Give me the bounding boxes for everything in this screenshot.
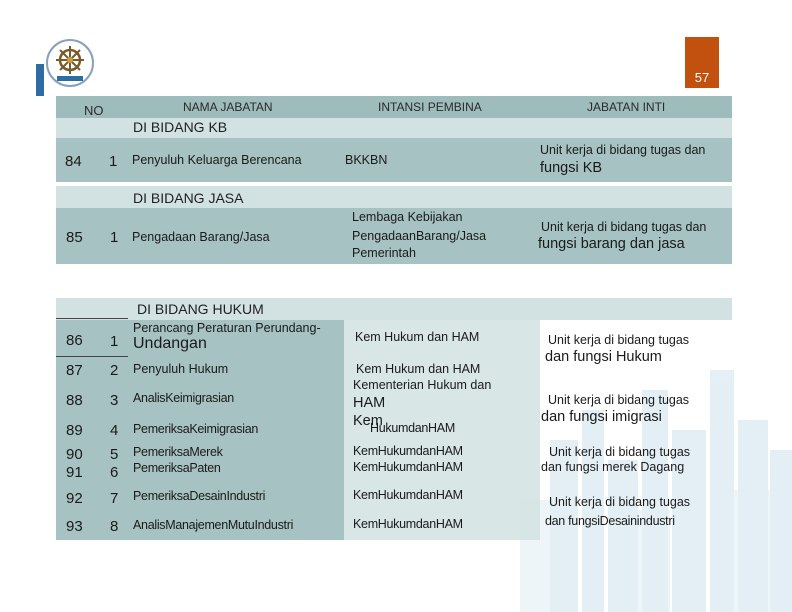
row-91-no: 91 <box>66 464 83 481</box>
row-86-nama-line2: Undangan <box>133 335 207 352</box>
row-93-no: 93 <box>66 518 83 535</box>
row-84-inti-line1: Unit kerja di bidang tugas dan <box>540 143 706 157</box>
row-86-nama-line1: Perancang Peraturan Perundang- <box>133 321 321 335</box>
row-89-instansi-b: HukumdanHAM <box>370 421 455 435</box>
row-divider <box>56 356 128 357</box>
row-93-nama: AnalisManajemenMutuIndustri <box>133 518 294 532</box>
row-92-inti-line1: Unit kerja di bidang tugas <box>549 495 691 509</box>
row-86-inti-line2: dan fungsi Hukum <box>545 349 662 365</box>
row-92-no: 92 <box>66 490 83 507</box>
row-89-nama: PemeriksaKeimigrasian <box>133 422 258 436</box>
row-85-inti-line1: Unit kerja di bidang tugas dan <box>541 220 707 234</box>
row-87-nama: Penyuluh Hukum <box>133 362 229 376</box>
row-84-nama: Penyuluh Keluarga Berencana <box>132 153 302 167</box>
header-instansi-pembina: INTANSI PEMBINA <box>378 100 482 114</box>
row-91-nama: PemeriksaPaten <box>133 461 221 475</box>
page-number: 57 <box>694 70 710 85</box>
row-88-no: 88 <box>66 392 83 409</box>
row-89-instansi-a: Kem <box>353 413 383 429</box>
row-84-sub: 1 <box>109 153 118 170</box>
row-87-sub: 2 <box>110 362 119 379</box>
row-84-instansi: BKKBN <box>345 153 388 167</box>
row-89-no: 89 <box>66 422 83 439</box>
row-85-inti-line2: fungsi barang dan jasa <box>538 236 685 252</box>
row-92-inti-line2: dan fungsiDesainindustri <box>545 514 675 528</box>
ship-wheel-emblem-icon <box>45 38 95 88</box>
header-jabatan-inti: JABATAN INTI <box>587 100 666 114</box>
row-91-instansi: KemHukumdanHAM <box>353 460 463 474</box>
row-84-no: 84 <box>65 153 82 170</box>
section-title-hukum: DI BIDANG HUKUM <box>137 301 264 317</box>
row-87-no: 87 <box>66 362 83 379</box>
row-90-instansi: KemHukumdanHAM <box>353 444 463 458</box>
row-85-instansi-line2: PengadaanBarang/Jasa <box>352 229 487 243</box>
row-88-instansi-line2: HAM <box>353 395 386 411</box>
row-88-instansi-line1: Kementerian Hukum dan <box>353 378 492 392</box>
row-90-sub: 5 <box>110 446 119 463</box>
section-hukum-underline <box>56 318 128 319</box>
header-nama-jabatan: NAMA JABATAN <box>183 100 273 114</box>
row-88-inti-line2: dan fungsi imigrasi <box>541 409 662 425</box>
row-90-inti-line2: dan fungsi merek Dagang <box>541 460 685 474</box>
section-title-jasa: DI BIDANG JASA <box>133 190 244 206</box>
row-93-instansi: KemHukumdanHAM <box>353 517 463 531</box>
row-88-inti-line1: Unit kerja di bidang tugas <box>548 393 690 407</box>
row-92-sub: 7 <box>110 490 119 507</box>
row-88-nama: AnalisKeimigrasian <box>133 391 234 405</box>
row-85-nama: Pengadaan Barang/Jasa <box>132 230 270 244</box>
section-title-kb: DI BIDANG KB <box>133 119 228 135</box>
row-92-nama: PemeriksaDesainIndustri <box>133 489 266 503</box>
row-91-sub: 6 <box>110 464 119 481</box>
row-87-instansi: Kem Hukum dan HAM <box>356 362 481 376</box>
row-84-inti-line2: fungsi KB <box>540 160 603 176</box>
row-92-instansi: KemHukumdanHAM <box>353 488 463 502</box>
header-no: NO <box>84 103 104 118</box>
row-86-inti-line1: Unit kerja di bidang tugas <box>548 333 690 347</box>
row-89-sub: 4 <box>110 422 119 439</box>
row-85-no: 85 <box>66 229 83 246</box>
row-88-sub: 3 <box>110 392 119 409</box>
row-85-sub: 1 <box>110 229 119 246</box>
page-number-tab <box>685 37 719 88</box>
row-90-no: 90 <box>66 446 83 463</box>
row-93-sub: 8 <box>110 518 119 535</box>
row-90-nama: PemeriksaMerek <box>133 445 223 459</box>
row-86-no: 86 <box>66 332 83 349</box>
row-85-instansi-line1: Lembaga Kebijakan <box>352 210 463 224</box>
row-86-instansi: Kem Hukum dan HAM <box>355 330 480 344</box>
row-90-inti-line1: Unit kerja di bidang tugas <box>549 445 691 459</box>
logo-accent-bar <box>36 64 44 96</box>
row-86-sub: 1 <box>110 333 119 350</box>
row-85-instansi-line3: Pemerintah <box>352 246 416 260</box>
